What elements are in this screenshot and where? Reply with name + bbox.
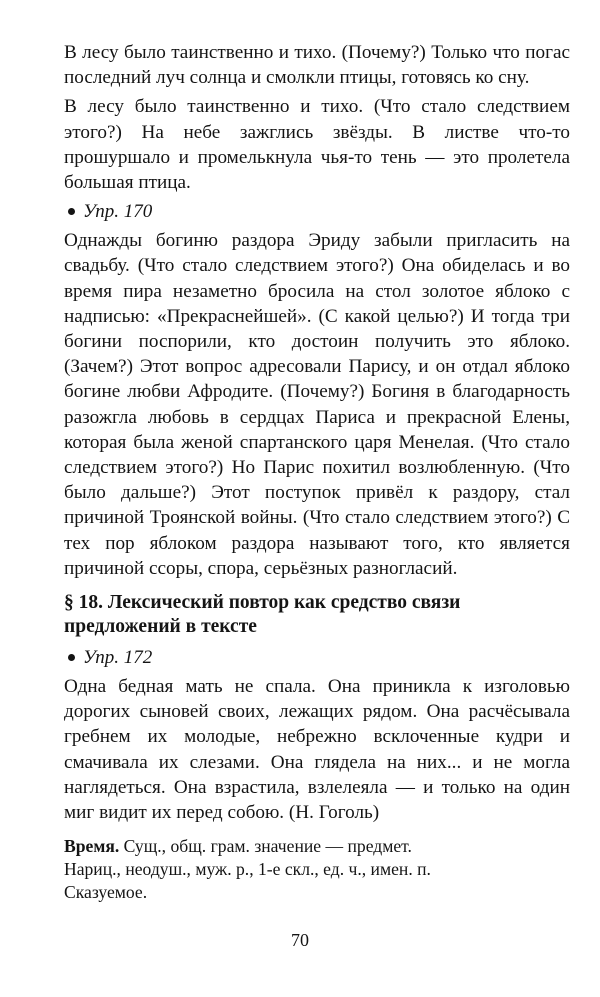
vocab-word: Время. (64, 836, 120, 857)
exercise-170-text: Однажды богиню раздора Эриду забыли пригласить на свадьбу. (Что стало следствием этого?) Она обиделась и во время пира незаметно бросила на стол золотое яблоко с надписью: «Прекраснейшей». (С какой целью?) И тогда три богини поспорили, кто достоин получить это яблоко. (Зачем?) Этот вопрос адресовали Парису, и он отдал яблоко богине любви Афродите. (Почему?) Богиня в благодарность разожгла любовь в сердцах Париса и прекрасной Елены, которая была женой спартанского царя Менелая. (Что стало следствием этого?) Но Парис похитил возлюбленную. (Что было дальше?) Этот поступок привёл к раздору, стал причиной Троянской войны. (Что стало следствием этого?) С тех пор яблоком раздора называют того, кто является причиной ссоры, спора, серьёзных разногласий. (64, 230, 570, 579)
exercise-170-heading (68, 199, 570, 224)
exercise-172-label: Упр. 172 (83, 647, 153, 669)
section-title: § 18. Лексический повтор как средство связи предложений в тексте (64, 592, 461, 638)
exercise-170-label: Упр. 170 (83, 201, 153, 223)
vocab-line-2: Нариц., неодуш., муж. р., 1-е скл., ед. ч., имен. п. (64, 859, 431, 880)
bullet-icon (68, 208, 75, 215)
exercise-172-heading (68, 645, 570, 670)
bullet-icon (68, 654, 75, 661)
exercise-172-text: Одна бедная мать не спала. Она приникла к изголовью дорогих сыновей своих, лежащих рядом. Она расчёсывала гребнем их молодые, небрежно всклоченные кудри и смачивала их слезами. Она глядела на них... и не могла наглядеться. Она взрастила, взлелеяла — и только на один миг видит их перед собою. (Н. Гоголь) (64, 676, 570, 824)
vocab-line-3: Сказуемое. (64, 882, 148, 903)
textbook-page (64, 40, 570, 904)
vocab-analysis (64, 835, 570, 904)
paragraph-1: В лесу было таинственно и тихо. (Почему?) Только что погас последний луч солнца и смолкли птицы, готовясь ко сну. (64, 42, 570, 89)
paragraph-2: В лесу было таинственно и тихо. (Что стало следствием этого?) На небе зажглись звёзды. В листве что-то прошуршало и промелькнула чья-то тень — это пролетела большая птица. (64, 96, 570, 194)
vocab-line-1-text: Сущ., общ. грам. значение — предмет. (123, 836, 412, 857)
page-number: 70 (291, 930, 309, 950)
vocab-line-1 (64, 835, 570, 858)
